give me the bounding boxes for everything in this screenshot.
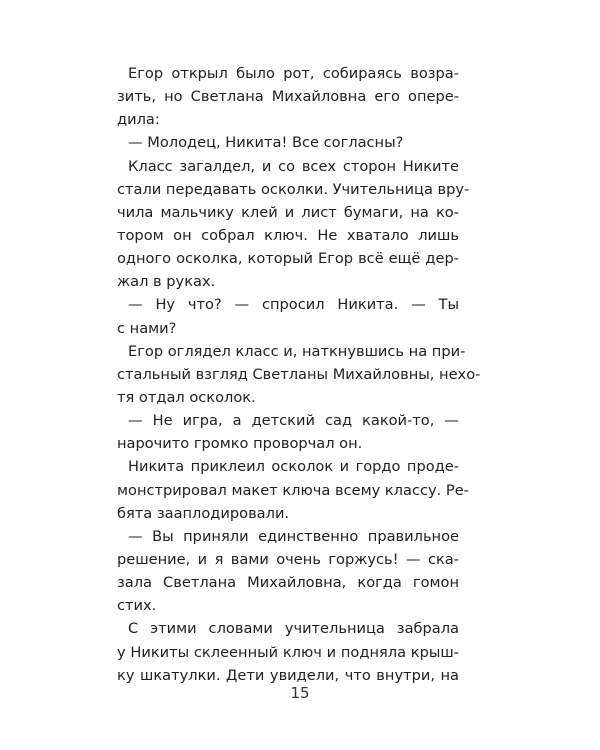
paragraph: [117, 155, 470, 294]
text-line: с нами?: [117, 319, 177, 337]
text-line: бята зааплодировали.: [117, 504, 290, 522]
text-line: Егор открыл было рот, собираясь возра-: [128, 65, 459, 82]
page-body-text: [117, 62, 481, 687]
text-line: зала Светлана Михайловна, когда гомон: [117, 574, 459, 592]
text-line: зить, но Светлана Михайловна его опере-: [117, 88, 459, 106]
text-line: тором он собрал ключ. Не хватало лишь: [117, 226, 459, 244]
text-line: — Ну что? — спросил Никита. — Ты: [128, 296, 459, 314]
text-line: стали передавать осколки. Учительница вру-: [117, 180, 470, 198]
paragraph: [117, 62, 459, 131]
text-line: решение, и я вами очень горжусь! — ска-: [117, 550, 459, 568]
text-line: жал в руках.: [117, 273, 216, 291]
paragraph: [117, 409, 459, 455]
text-line: тя отдал осколок.: [117, 388, 256, 406]
text-line: — Вы приняли единственно правильное: [128, 527, 459, 545]
text-line: монстрировал макет ключа всему классу. Ре-: [117, 481, 469, 499]
paragraph: [117, 131, 459, 154]
page-number: 15: [290, 684, 310, 702]
paragraph: [117, 340, 481, 409]
text-line: стальный взгляд Светланы Михайловны, нехо-: [117, 365, 481, 383]
text-line: нарочито громко проворчал он.: [117, 435, 363, 453]
text-line: Никита приклеил осколок и гордо проде-: [128, 458, 459, 476]
text-line: стих.: [117, 597, 157, 615]
paragraph: [117, 293, 459, 339]
text-line: чила мальчику клей и лист бумаги, на ко-: [117, 203, 459, 221]
text-line: Класс загалдел, и со всех сторон Никите: [128, 157, 459, 175]
text-line: дила:: [117, 111, 160, 129]
paragraph: [117, 617, 459, 686]
text-line: — Не игра, а детский сад какой-то, —: [128, 412, 459, 430]
text-line: С этими словами учительница забрала: [128, 620, 459, 638]
text-line: у Никиты склеенный ключ и подняла крыш-: [117, 643, 459, 661]
text-line: Егор оглядел класс и, наткнувшись на при-: [128, 342, 466, 360]
text-line: одного осколка, который Егор всё ещё дер-: [117, 250, 459, 268]
text-line: ку шкатулки. Дети увидели, что внутри, на: [117, 666, 459, 684]
paragraph: [117, 525, 459, 618]
paragraph: [117, 455, 469, 524]
text-line: — Молодец, Никита! Все согласны?: [128, 134, 404, 152]
